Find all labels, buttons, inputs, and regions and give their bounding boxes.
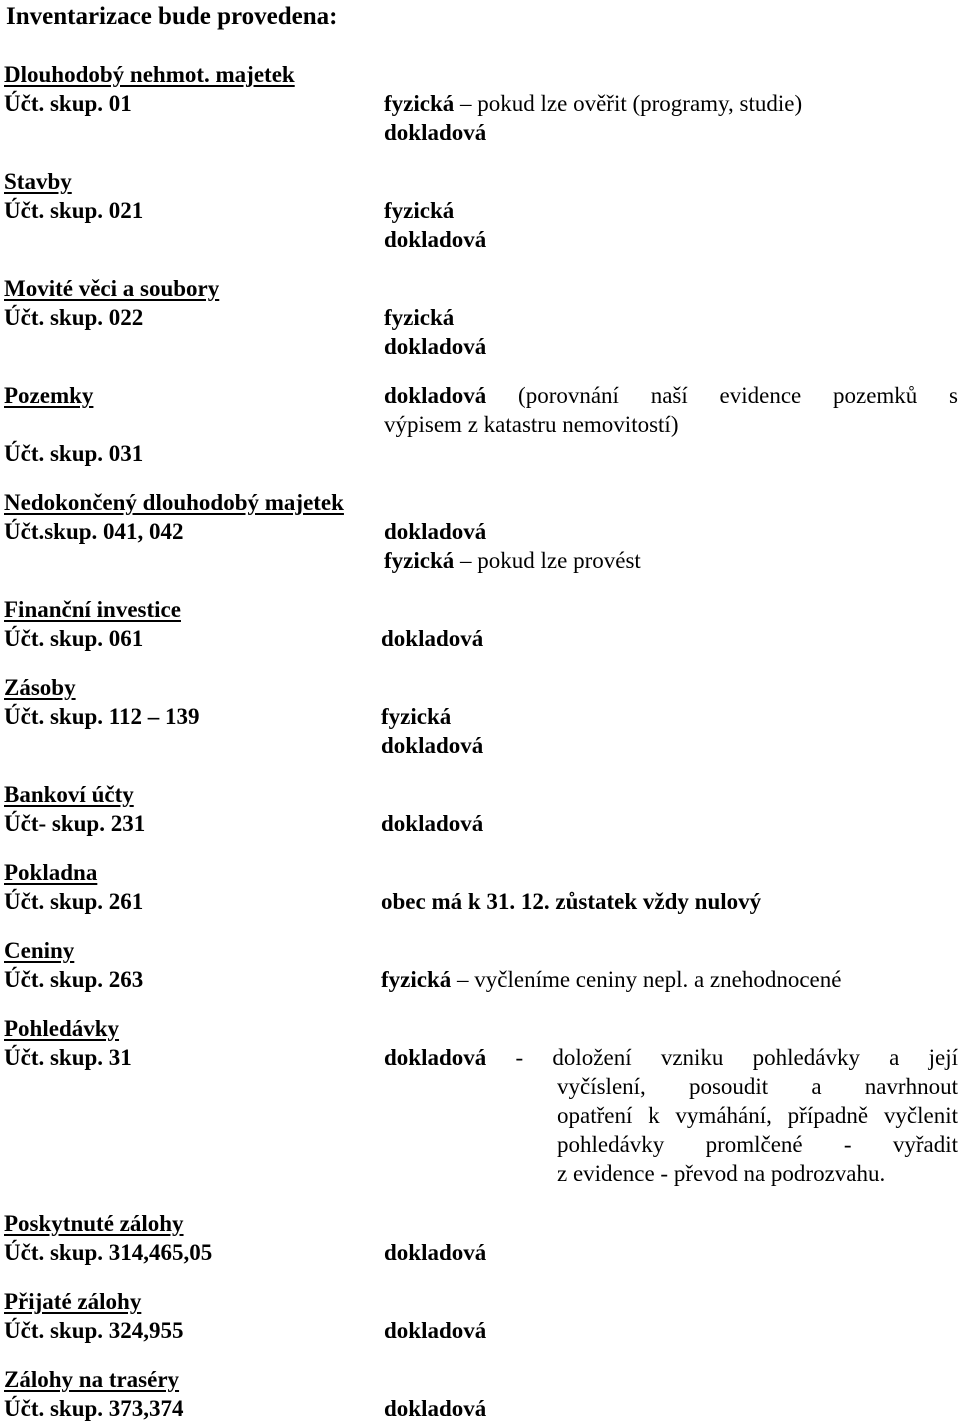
- method-line: fyzická – vyčleníme ceniny nepl. a znehodnocené: [381, 967, 842, 992]
- account-group: Účt. skup. 021: [4, 198, 144, 223]
- account-group: Účt. skup. 263: [4, 967, 144, 992]
- detail-line: opatření k vymáhání, případně vyčlenit: [557, 1103, 958, 1128]
- method-line: dokladová (porovnání naší evidence pozemků s: [384, 383, 959, 408]
- account-group: Účt. skup. 31: [4, 1045, 132, 1070]
- method-line: dokladová: [384, 519, 487, 544]
- detail-line: vyčíslení, posoudit a navrhnout: [557, 1074, 958, 1099]
- section-heading: Bankoví účty: [4, 782, 134, 807]
- section-heading: Movité věci a soubory: [4, 276, 220, 301]
- account-group: Účt. skup. 112 – 139: [4, 704, 200, 729]
- method-continuation: výpisem z katastru nemovitostí): [384, 412, 679, 437]
- section-heading: Dlouhodobý nehmot. majetek: [4, 62, 295, 87]
- section-heading: Stavby: [4, 169, 72, 194]
- detail-line: pohledávky promlčené - vyřadit: [557, 1132, 958, 1157]
- section-heading: Přijaté zálohy: [4, 1289, 142, 1314]
- method-line: obec má k 31. 12. zůstatek vždy nulový: [381, 889, 762, 914]
- method-line: dokladová: [384, 334, 487, 359]
- method-line: dokladová - doložení vzniku pohledávky a její: [384, 1045, 958, 1070]
- method-line: dokladová: [384, 1396, 487, 1421]
- method-line: dokladová: [384, 120, 487, 145]
- section-heading: Zásoby: [4, 675, 76, 700]
- method-line: dokladová: [384, 227, 487, 252]
- account-group: Účt. skup. 031: [4, 441, 144, 466]
- method-line: dokladová: [381, 733, 484, 758]
- account-group: Účt. skup. 261: [4, 889, 144, 914]
- section-heading: Pozemky: [4, 383, 94, 408]
- method-line: fyzická: [384, 305, 455, 330]
- account-group: Účt. skup. 324,955: [4, 1318, 184, 1343]
- page-title: Inventarizace bude provedena:: [6, 3, 338, 30]
- account-group: Účt. skup. 314,465,05: [4, 1240, 213, 1265]
- section-heading: Pokladna: [4, 860, 98, 885]
- section-heading: Nedokončený dlouhodobý majetek: [4, 490, 344, 515]
- detail-line: z evidence - převod na podrozvahu.: [557, 1161, 886, 1186]
- method-line: dokladová: [384, 1240, 487, 1265]
- method-line: dokladová: [384, 1318, 487, 1343]
- section-heading: Poskytnuté zálohy: [4, 1211, 184, 1236]
- method-line: fyzická – pokud lze ověřit (programy, studie): [384, 91, 803, 116]
- method-line: fyzická: [384, 198, 455, 223]
- section-heading: Pohledávky: [4, 1016, 120, 1041]
- account-group: Účt- skup. 231: [4, 811, 146, 836]
- section-heading: Zálohy na traséry: [4, 1367, 180, 1392]
- method-line: fyzická: [381, 704, 452, 729]
- method-line: fyzická – pokud lze provést: [384, 548, 641, 573]
- account-group: Účt. skup. 061: [4, 626, 144, 651]
- method-line: dokladová: [381, 626, 484, 651]
- section-heading: Ceniny: [4, 938, 75, 963]
- account-group: Účt. skup. 022: [4, 305, 144, 330]
- account-group: Účt.skup. 041, 042: [4, 519, 184, 544]
- section-heading: Finanční investice: [4, 597, 181, 622]
- method-line: dokladová: [381, 811, 484, 836]
- account-group: Účt. skup. 373,374: [4, 1396, 184, 1421]
- account-group: Účt. skup. 01: [4, 91, 132, 116]
